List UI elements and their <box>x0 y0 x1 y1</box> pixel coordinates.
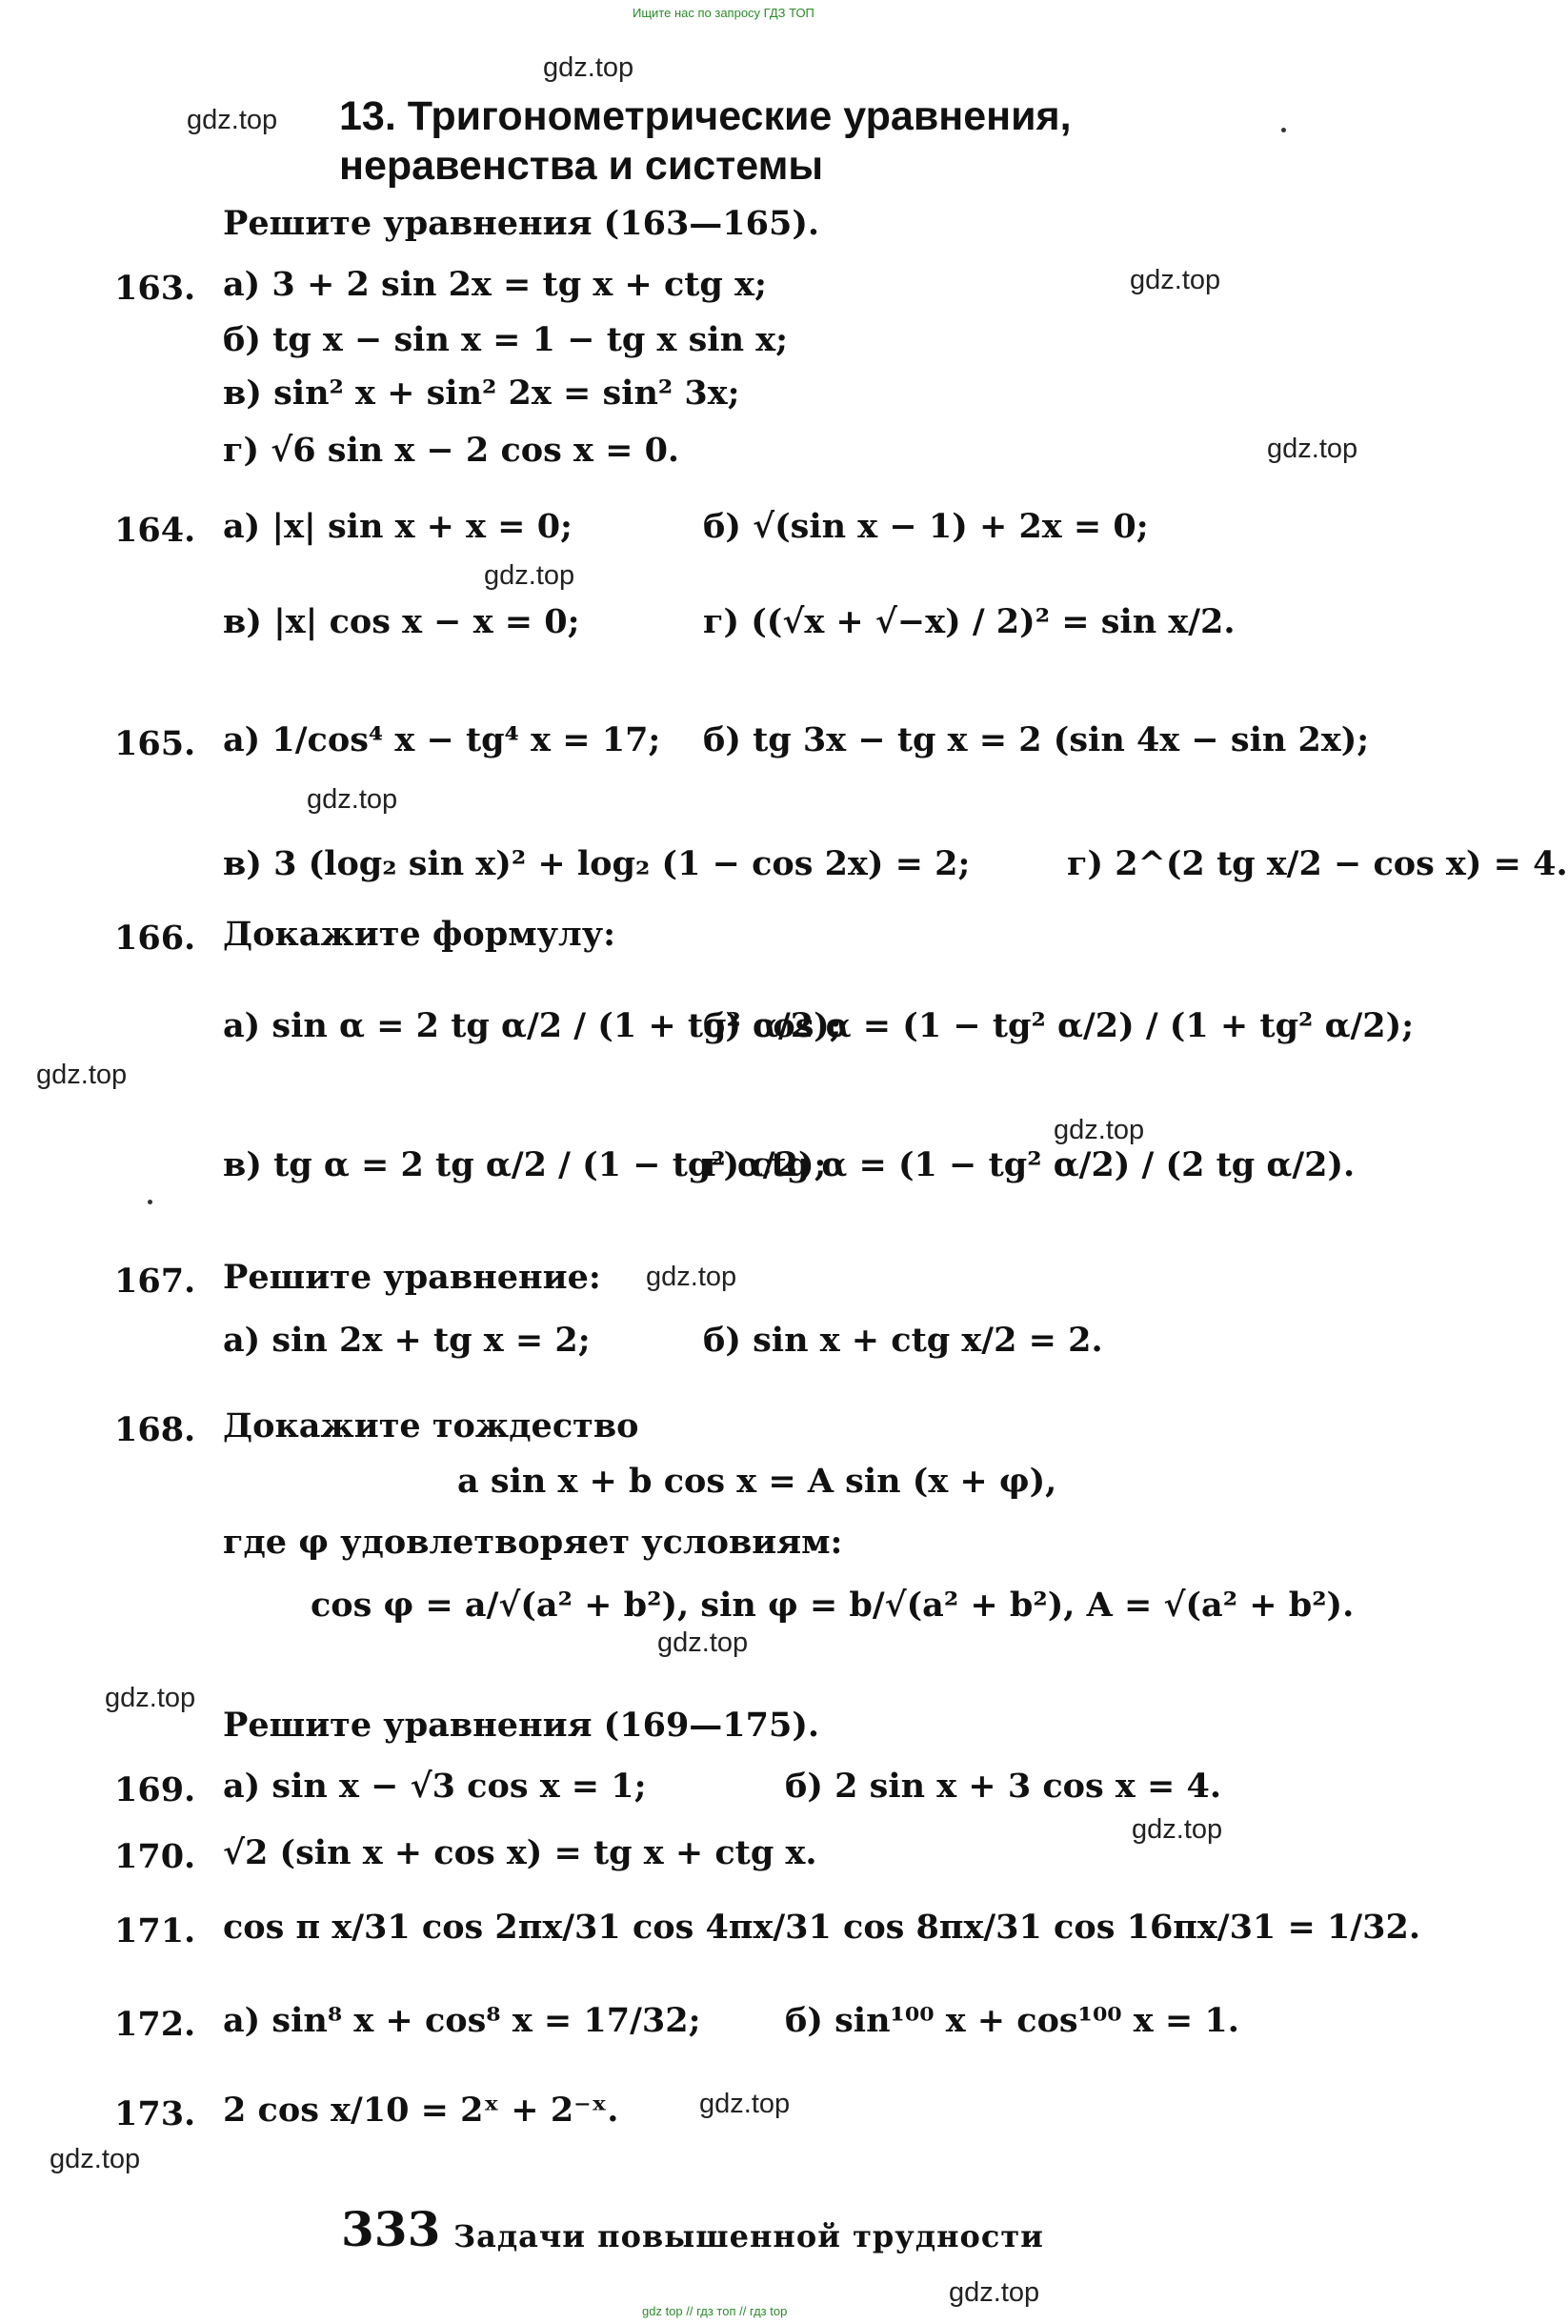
equation: в) 3 (log₂ sin x)² + log₂ (1 − cos 2x) = 2; <box>223 844 971 883</box>
problem-number: 163. <box>114 269 196 308</box>
speck <box>1281 128 1286 132</box>
problem-heading: Докажите формулу: <box>223 915 616 954</box>
speck <box>148 1200 152 1204</box>
equation: а) 3 + 2 sin 2x = tg x + ctg x; <box>223 265 767 304</box>
watermark: gdz.top <box>646 1262 737 1292</box>
watermark: gdz.top <box>949 2277 1040 2308</box>
problem-number: 172. <box>114 2005 196 2044</box>
problem-number: 164. <box>114 511 196 550</box>
equation: а) sin 2x + tg x = 2; <box>223 1321 591 1360</box>
section-title-line2: неравенства и системы <box>339 143 824 189</box>
watermark: gdz.top <box>307 784 398 815</box>
watermark: gdz.top <box>1054 1115 1145 1145</box>
top-search-note: Ищите нас по запросу ГДЗ ТОП <box>633 6 814 20</box>
conditions: cos φ = a/√(a² + b²), sin φ = b/√(a² + b²), A = √(a² + b²). <box>311 1586 1355 1625</box>
equation: а) sin⁸ x + cos⁸ x = 17/32; <box>223 2001 701 2040</box>
section-title-line1: 13. Тригонометрические уравнения, <box>339 93 1072 139</box>
problem-number: 171. <box>114 1911 196 1950</box>
equation: г) ((√x + √−x) / 2)² = sin x/2. <box>703 602 1236 641</box>
equation: а) sin α = 2 tg α/2 / (1 + tg² α/2); <box>223 1006 842 1045</box>
equation: г) √6 sin x − 2 cos x = 0. <box>223 431 680 470</box>
problem-number: 169. <box>114 1770 196 1809</box>
equation: б) tg x − sin x = 1 − tg x sin x; <box>223 320 789 359</box>
equation: в) tg α = 2 tg α/2 / (1 − tg² α/2); <box>223 1145 827 1184</box>
condition-text: где φ удовлетворяет условиям: <box>223 1523 843 1562</box>
watermark: gdz.top <box>36 1060 128 1090</box>
equation: б) √(sin x − 1) + 2x = 0; <box>703 507 1149 546</box>
problem-number: 166. <box>114 919 196 958</box>
problem-number: 173. <box>114 2094 196 2133</box>
instruction: Решите уравнения (163—165). <box>223 204 820 243</box>
watermark: gdz.top <box>657 1627 749 1658</box>
equation: г) ctg α = (1 − tg² α/2) / (2 tg α/2). <box>703 1145 1356 1184</box>
watermark: gdz.top <box>1132 1814 1223 1845</box>
identity: a sin x + b cos x = A sin (x + φ), <box>457 1462 1057 1501</box>
watermark: gdz.top <box>187 105 278 135</box>
problem-number: 165. <box>114 724 196 763</box>
equation: б) sin¹⁰⁰ x + cos¹⁰⁰ x = 1. <box>785 2001 1239 2040</box>
footer-text: Задачи повышенной трудности <box>453 2218 1044 2254</box>
equation: б) cos α = (1 − tg² α/2) / (1 + tg² α/2); <box>703 1006 1415 1045</box>
watermark: gdz.top <box>1267 434 1358 464</box>
equation: √2 (sin x + cos x) = tg x + ctg x. <box>223 1833 817 1872</box>
equation: а) sin x − √3 cos x = 1; <box>223 1767 647 1806</box>
bottom-note: gdz top // гдз топ // гдз top <box>642 2304 788 2318</box>
instruction: Решите уравнения (169—175). <box>223 1706 820 1745</box>
equation: г) 2^(2 tg x/2 − cos x) = 4. <box>1067 844 1568 883</box>
watermark: gdz.top <box>50 2144 141 2174</box>
problem-heading: Докажите тождество <box>223 1406 639 1445</box>
page-number: 333 <box>341 2201 441 2257</box>
watermark: gdz.top <box>1130 265 1221 295</box>
watermark: gdz.top <box>699 2089 791 2119</box>
watermark: gdz.top <box>543 52 634 83</box>
problem-heading: Решите уравнение: <box>223 1258 601 1297</box>
equation: б) tg 3x − tg x = 2 (sin 4x − sin 2x); <box>703 720 1370 759</box>
equation: б) 2 sin x + 3 cos x = 4. <box>785 1767 1222 1806</box>
equation: в) sin² x + sin² 2x = sin² 3x; <box>223 374 740 413</box>
problem-number: 168. <box>114 1410 196 1449</box>
watermark: gdz.top <box>105 1683 196 1713</box>
equation: в) |x| cos x − x = 0; <box>223 602 580 641</box>
equation: cos π x/31 cos 2πx/31 cos 4πx/31 cos 8πx/31 cos 16πx/31 = 1/32. <box>223 1908 1421 1947</box>
equation: 2 cos x/10 = 2ˣ + 2⁻ˣ. <box>223 2091 619 2130</box>
equation: б) sin x + ctg x/2 = 2. <box>703 1321 1103 1360</box>
equation: а) |x| sin x + x = 0; <box>223 507 573 546</box>
problem-number: 170. <box>114 1837 196 1876</box>
problem-number: 167. <box>114 1262 196 1301</box>
watermark: gdz.top <box>484 560 575 591</box>
equation: а) 1/cos⁴ x − tg⁴ x = 17; <box>223 720 661 759</box>
